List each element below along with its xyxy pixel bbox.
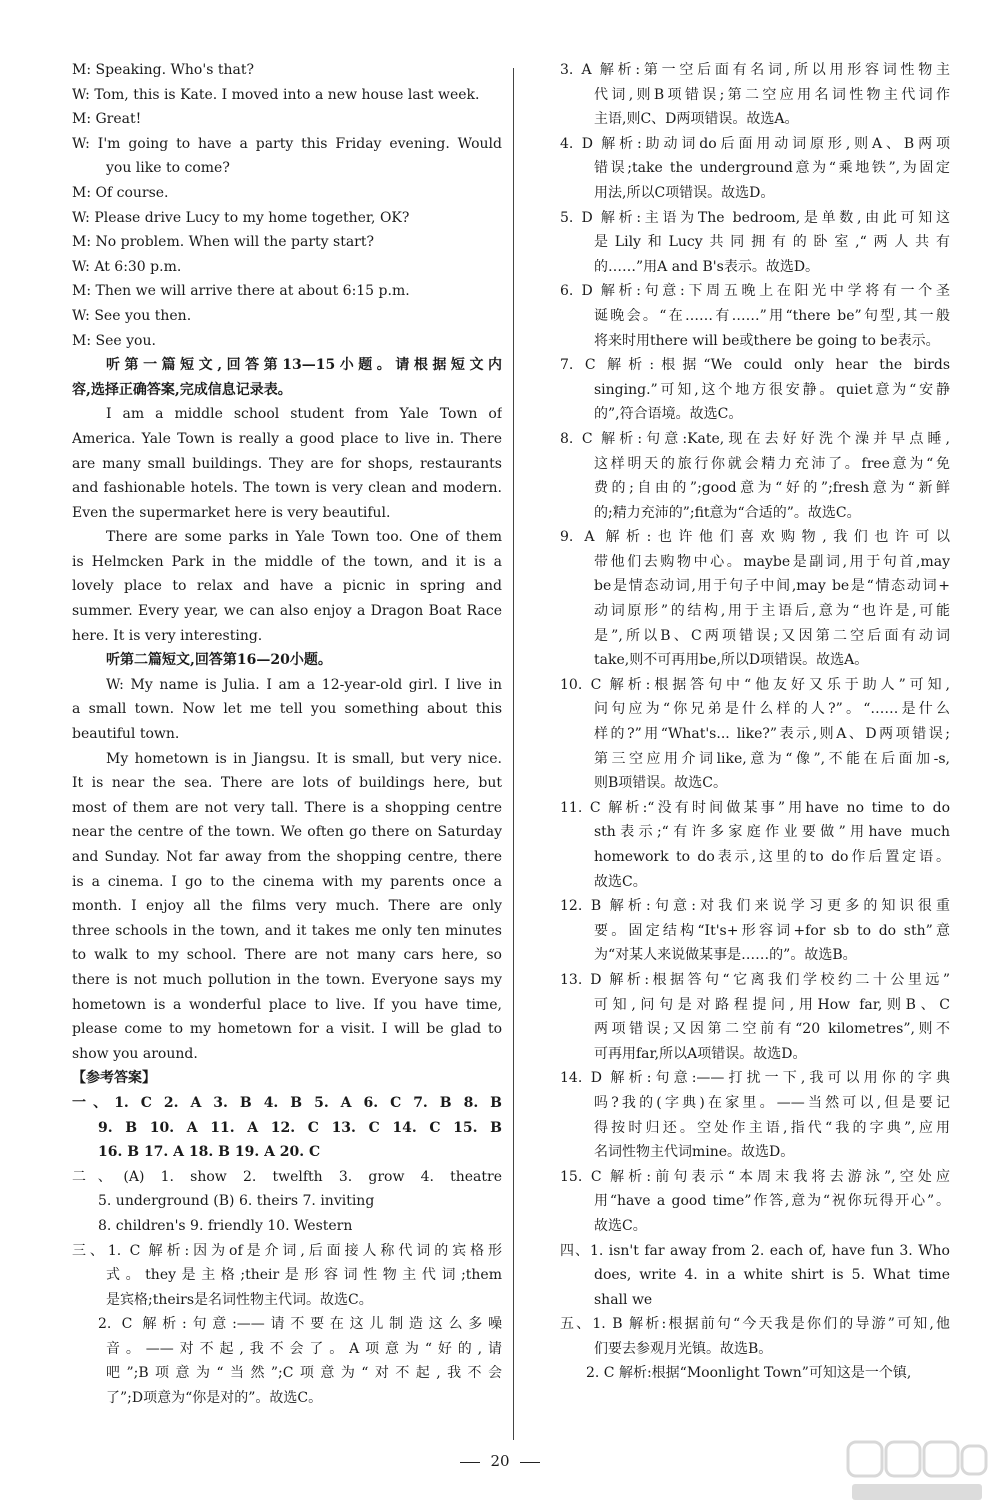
right-column-line: 故选C。 <box>594 873 647 890</box>
left-column-line: 2. C 解析:句意:——请不要在这儿制造这么多噪 <box>98 1316 502 1333</box>
left-column-line: M: See you. <box>72 332 156 349</box>
right-column <box>560 58 950 1386</box>
left-column-line: and Sunday. Not far away from the shopping centre, there <box>72 849 502 865</box>
left-column-line: 听第二篇短文,回答第16—20小题。 <box>106 652 332 669</box>
left-column-line: 8. children's 9. friendly 10. Western <box>98 1217 353 1234</box>
left-column-line: M: Great! <box>72 111 142 128</box>
right-column-line: 的;精力充沛的”;fit意为“合适的”。故选C。 <box>594 504 861 521</box>
left-column-line: M: No problem. When will the party start? <box>72 234 374 251</box>
right-column-line: 8. C 解析:句意:Kate,现在去好好洗个澡并早点睡, <box>560 430 950 447</box>
right-column-line: 12. B 解析:句意:对我们来说学习更多的知识很重 <box>560 898 950 915</box>
left-column-line: there is not much pollution in the town. Everyone says my <box>72 971 502 988</box>
right-column-line: 五、1. B 解析:根据前句“今天我是你们的导游”可知,他 <box>560 1316 950 1333</box>
right-column-line: 两项错误;又因第二空前有“20 kilometres”,则不 <box>594 1021 950 1038</box>
left-column-line: M: Then we will arrive there at about 6:15 p.m. <box>72 283 410 300</box>
left-column-line: three schools in the town, and it takes me only ten minutes <box>72 922 502 939</box>
left-column-line: is Helmcken Park in the middle of the town, and it is a <box>72 553 502 570</box>
page-number-text: 20 <box>490 1452 510 1470</box>
watermark-logo <box>842 1436 992 1506</box>
right-column-line: 则B项错误。故选C。 <box>594 775 727 792</box>
left-column-line: month. I enjoy all the films very much. There are only <box>72 898 502 915</box>
right-column-line: 9. A 解析:也许他们喜欢购物,我们也许可以 <box>560 529 950 546</box>
left-column-line: lovely place to relax and have a picnic in spring and <box>72 578 502 595</box>
right-column-line: singing.”可知,这个地方很安静。quiet意为“安静 <box>594 381 950 398</box>
right-column-line: 故选C。 <box>594 1217 647 1234</box>
page-number-dash-left <box>460 1462 480 1463</box>
right-column-line: 用“have a good time”作答,意为“祝你玩得开心”。 <box>594 1193 950 1210</box>
right-column-line: 5. D 解析:主语为The bedroom,是单数,由此可知这 <box>560 209 950 226</box>
right-column-line: 这样明天的旅行你就会精力充沛了。free意为“免 <box>594 455 950 472</box>
left-column-line: 5. underground (B) 6. theirs 7. inviting <box>98 1193 375 1210</box>
left-column-line: summer. Every year, we can also enjoy a Dragon Boat Race <box>72 603 502 620</box>
right-column-line: 是”,所以B、C两项错误;又因第二空后面有动词 <box>594 627 950 644</box>
left-column-line: please come to my hometown for a visit. I will be glad to <box>72 1021 502 1038</box>
right-column-line: 要。固定结构“It's+形容词+for sb to do sth”意 <box>594 922 950 939</box>
right-column-line: 吗?我的(字典)在家里。——当然可以,但是要记 <box>594 1094 950 1111</box>
left-column <box>72 58 502 1411</box>
left-column-line: you like to come? <box>106 160 230 177</box>
left-column-line: America. Yale Town is really a good place to live in. There <box>72 430 502 447</box>
right-column-line: 得按时归还。空处作主语,指代“我的字典”,应用 <box>594 1119 950 1136</box>
left-column-line: hometown is a wonderful place to live. If you have time, <box>72 996 502 1013</box>
right-column-line: 带他们去购物中心。maybe是副词,用于句首,may <box>594 553 950 570</box>
right-column-line: 的”,符合语境。故选C。 <box>594 406 743 423</box>
left-column-line: beautiful town. <box>72 726 180 743</box>
right-column-line: be是情态动词,用于句子中间,may be是“情态动词+ <box>594 578 950 595</box>
right-column-line: 14. D 解析:句意:——打扰一下,我可以用你的字典 <box>560 1070 950 1087</box>
right-column-line: 是Lily和Lucy共同拥有的卧室,“两人共有 <box>594 234 950 251</box>
left-column-line: 9. B 10. A 11. A 12. C 13. C 14. C 15. B <box>98 1119 502 1136</box>
left-column-line: There are some parks in Yale Town too. One of them <box>106 529 502 546</box>
right-column-line: 主语,则C、D两项错误。故选A。 <box>594 111 799 128</box>
page-number-dash-right <box>520 1462 540 1463</box>
left-column-line: most of them are not very tall. There is a shopping centre <box>72 799 502 816</box>
right-column-line: 6. D 解析:句意:下周五晚上在阳光中学将有一个圣 <box>560 283 950 300</box>
right-column-line: 将来时用there will be或there be going to be表示。 <box>594 332 940 349</box>
right-column-line: 样的?”用“What's... like?”表示,则A、D两项错误; <box>594 726 950 743</box>
left-column-line: W: My name is Julia. I am a 12-year-old girl. I live in <box>106 676 502 693</box>
left-column-line: My hometown is in Jiangsu. It is small, but very nice. <box>106 750 502 767</box>
right-column-line: 的……”用A and B's表示。故选D。 <box>594 258 820 275</box>
right-column-line: sth表示;“有许多家庭作业要做”用have much <box>594 824 950 841</box>
left-column-line: W: See you then. <box>72 307 192 324</box>
right-column-line: take,则不可再用be,所以D项错误。故选A。 <box>594 652 869 669</box>
right-column-line: 名词性物主代词mine。故选D。 <box>594 1144 795 1161</box>
left-column-line: 音。——对不起,我不会了。A项意为“好的,请 <box>106 1340 502 1357</box>
right-column-line: homework to do表示,这里的to do作后置定语。 <box>594 849 950 865</box>
left-column-line: 是宾格;theirs是名词性物主代词。故选C。 <box>106 1291 373 1308</box>
right-column-line: 2. C 解析:根据“Moonlight Town”可知这是一个镇, <box>586 1365 912 1382</box>
left-column-line: 二、(A) 1. show 2. twelfth 3. grow 4. theatre <box>72 1168 502 1185</box>
left-column-line: a small town. Now let me tell you something about this <box>72 701 502 718</box>
right-column-line: 第三空应用介词like,意为“像”,不能在后面加-s, <box>594 750 950 767</box>
left-column-line: near the centre of the town. We often go there on Saturday <box>72 824 502 841</box>
right-column-line: 可再用far,所以A项错误。故选D。 <box>594 1045 807 1062</box>
left-column-line: I am a middle school student from Yale Town of <box>106 406 502 423</box>
right-column-line: 可知,问句是对路程提问,用How far,则B、C <box>594 996 950 1013</box>
left-column-line: are many small buildings. They are for shops, restaurants <box>72 455 502 472</box>
left-column-line: W: At 6:30 p.m. <box>72 258 182 275</box>
left-column-line: here. It is very interesting. <box>72 627 263 644</box>
right-column-line: 15. C 解析:前句表示“本周末我将去游泳”,空处应 <box>560 1168 950 1185</box>
left-column-line: to walk to my school. There are not many cars here, so <box>72 947 502 964</box>
right-column-line: 13. D 解析:根据答句“它离我们学校约二十公里远” <box>560 971 950 988</box>
left-column-line: 三、1. C 解析:因为of是介词,后面接人称代词的宾格形 <box>72 1242 502 1259</box>
right-column-line: 3. A 解析:第一空后面有名词,所以用形容词性物主 <box>560 62 950 78</box>
right-column-line: 11. C 解析:“没有时间做某事”用have no time to do <box>560 799 950 816</box>
left-column-line: is a cinema. I go to the cinema with my parents once a <box>72 873 502 890</box>
right-column-line: 4. D 解析:助动词do后面用动词原形,则A、B两项 <box>560 135 950 152</box>
right-column-line: 诞晚会。“在……有……”用“there be”句型,其一般 <box>594 307 950 324</box>
left-column-line: 容,选择正确答案,完成信息记录表。 <box>72 381 292 398</box>
right-column-line: 7. C 解析:根据“We could only hear the birds <box>560 357 950 374</box>
left-column-line: Even the supermarket here is very beautiful. <box>72 504 391 521</box>
left-column-line: and fashionable hotels. The town is very clean and modern. <box>72 480 502 497</box>
right-column-line: 10. C 解析:根据答句中“他友好又乐于助人”可知, <box>560 676 950 693</box>
right-column-line: 四、1. isn't far away from 2. each of, have fun 3. Who <box>560 1242 950 1259</box>
left-column-line: 听第一篇短文,回答第13—15小题。请根据短文内 <box>106 357 502 374</box>
right-column-line: does, write 4. in a white shirt is 5. What time <box>594 1267 950 1284</box>
right-column-line: shall we <box>594 1291 653 1308</box>
right-column-line: 动词原形”的结构,用于主语后,意为“也许是,可能 <box>594 603 950 620</box>
left-column-line: 式。they是主格;their是形容词性物主代词;them <box>106 1267 502 1284</box>
column-divider <box>513 68 514 1440</box>
left-column-line: 吧”;B项意为“当然”;C项意为“对不起,我不会 <box>106 1365 502 1382</box>
right-column-line: 代词,则B项错误;第二空应用名词性物主代词作 <box>594 86 950 103</box>
left-column-line: show you around. <box>72 1045 198 1062</box>
left-column-line: It is near the sea. There are lots of buildings here, but <box>72 775 502 792</box>
left-column-line: M: Of course. <box>72 184 169 201</box>
left-column-line: W: I'm going to have a party this Friday evening. Would <box>72 135 502 152</box>
right-column-line: 费的;自由的”;good意为“好的”;fresh意为“新鲜 <box>594 480 950 497</box>
left-column-line: 【参考答案】 <box>72 1070 156 1087</box>
left-column-line: 了”;D项意为“你是对的”。故选C。 <box>106 1390 323 1407</box>
right-column-line: 错误;take the underground意为“乘地铁”,为固定 <box>594 160 950 177</box>
right-column-line: 用法,所以C项错误。故选D。 <box>594 184 775 201</box>
left-column-line: M: Speaking. Who's that? <box>72 62 254 78</box>
left-column-line: 一、1. C 2. A 3. B 4. B 5. A 6. C 7. B 8. B <box>72 1094 502 1111</box>
left-column-line: W: Tom, this is Kate. I moved into a new house last week. <box>72 86 480 103</box>
right-column-line: 为“对某人来说做某事是……的”。故选B。 <box>594 947 857 964</box>
right-column-line: 问句应为“你兄弟是什么样的人?”。“……是什么 <box>594 701 950 718</box>
left-column-line: 16. B 17. A 18. B 19. A 20. C <box>98 1144 321 1161</box>
right-column-line: 们要去参观月光镇。故选B。 <box>594 1340 773 1357</box>
left-column-line: W: Please drive Lucy to my home together, OK? <box>72 209 410 226</box>
